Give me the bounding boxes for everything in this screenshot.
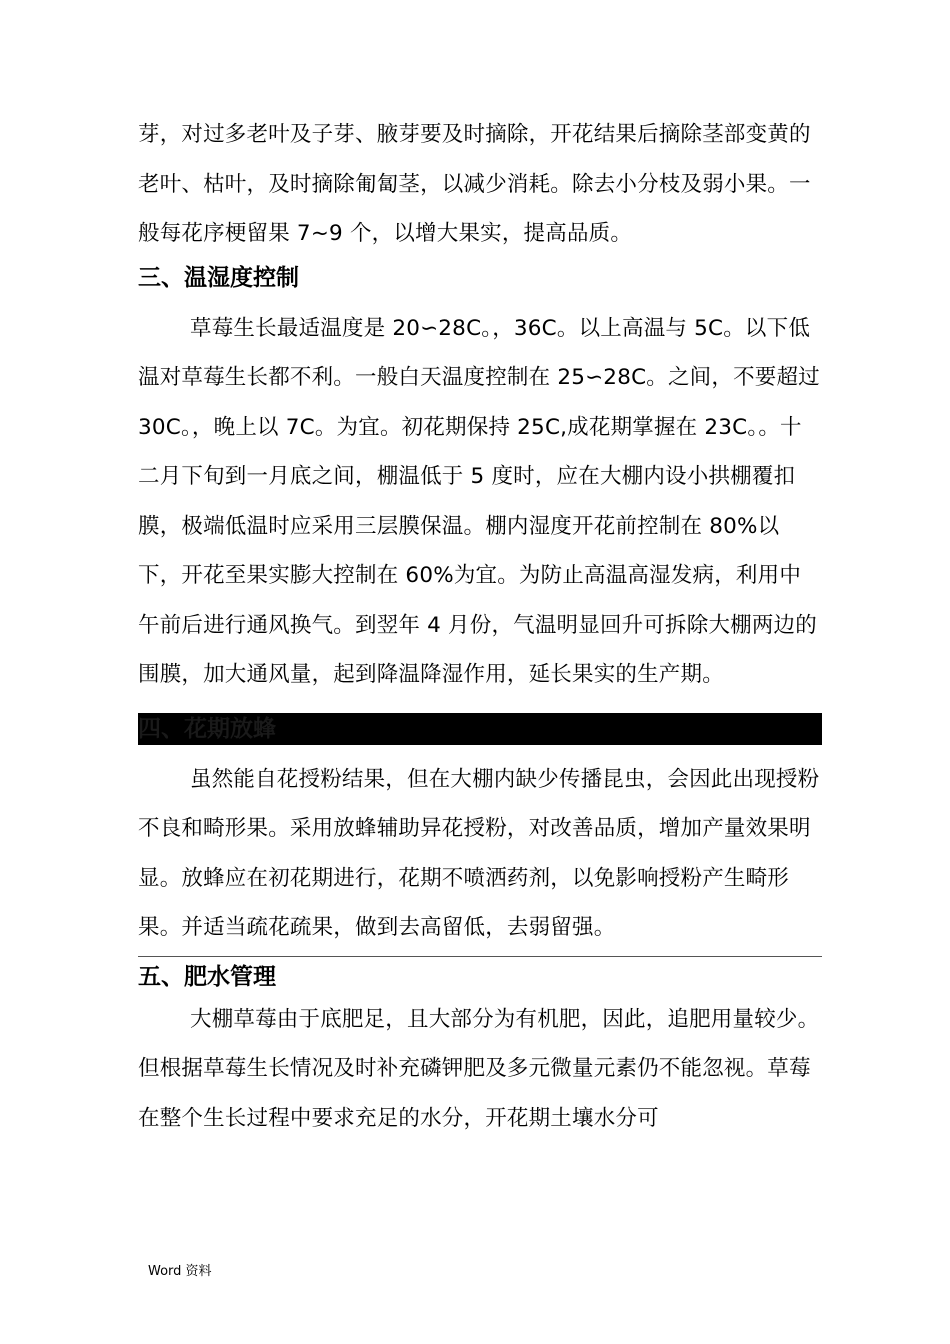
heading-bee-pollination [138,713,822,745]
heading-bee-pollination-text: 四、花期放蜂 [138,715,276,742]
footer-label: Word 资料 [148,1264,212,1279]
heading-temperature-humidity: 三、温湿度控制 [138,264,299,291]
horizontal-rule [138,956,822,957]
paragraph-bee-pollination: 虽然能自花授粉结果，但在大棚内缺少传播昆虫，会因此出现授粉不良和畸形果。采用放蜂辅助异花授粉，对改善品质，增加产量效果明显。放蜂应在初花期进行，花期不喷洒药剂，以免影响授粉产生畸形果。并适当疏花疏果，做到去高留低，去弱留强。 [138,766,820,940]
paragraph-fertilizer-water: 大棚草莓由于底肥足，且大部分为有机肥，因此，追肥用量较少。但根据草莓生长情况及时补充磷钾肥及多元微量元素仍不能忽视。草莓在整个生长过程中要求充足的水分，开花期土壤水分可 [138,1006,820,1131]
heading-fertilizer-water: 五、肥水管理 [138,963,276,990]
paragraph-temperature-humidity: 草莓生长最适温度是 20∽28C。，36C。以上高温与 5C。以下低温对草莓生长都不利。一般白天温度控制在 25∽28C。之间，不要超过 30C。，晚上以 7C。为宜。初花期保持 25C,成花期掌握在 23C。。十二月下旬到一月底之间，棚温低于 5 度时，应在大棚内设小拱棚覆扣膜，极端低温时应采用三层膜保温。棚内湿度开花前控制在 80%以下，开花至果实膨大控制在 60%为宜。为防止高温高湿发病，利用中午前后进行通风换气。到翌年 4 月份，气温明显回升可拆除大棚两边的围膜，加大通风量，起到降温降湿作用，延长果实的生产期。 [138,315,820,687]
paragraph-pruning: 芽，对过多老叶及子芽、腋芽要及时摘除，开花结果后摘除茎部变黄的老叶、枯叶，及时摘除匍匐茎，以减少消耗。除去小分枝及弱小果。一般每花序梗留果 7~9 个，以增大果实，提高品质。 [138,122,811,246]
document-body [138,110,822,1143]
